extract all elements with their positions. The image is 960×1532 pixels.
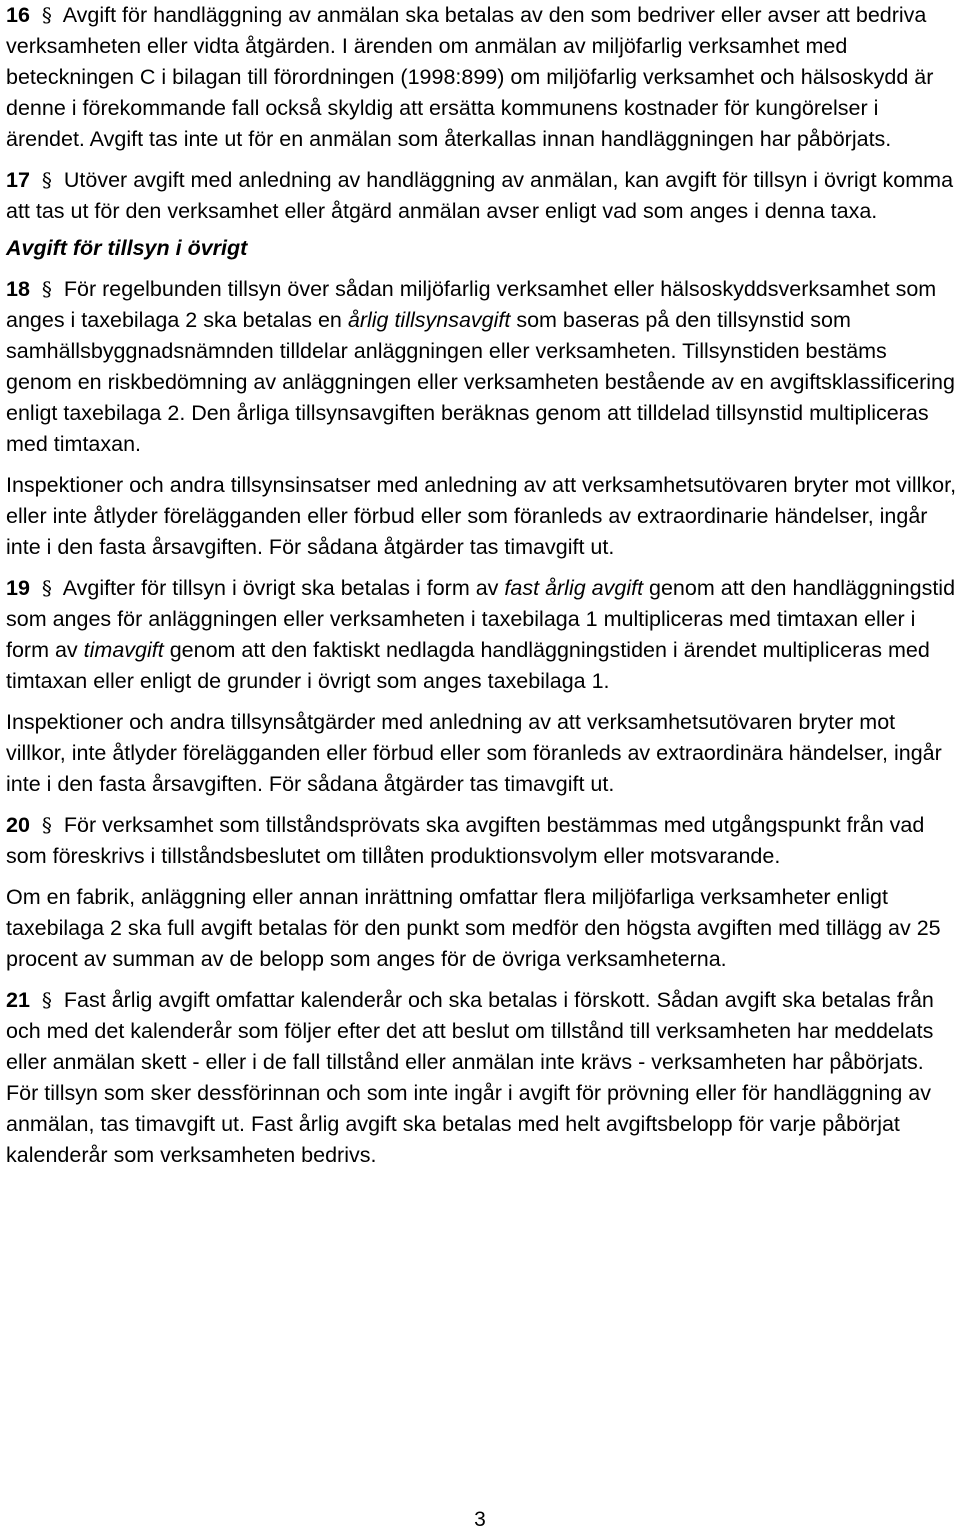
section-text: Utöver avgift med anledning av handläggning av anmälan, kan avgift för tillsyn i övrigt komma att tas ut för den verksamhet eller åtgärd anmälan avser enligt vad som anges i denna taxa. — [6, 168, 954, 223]
italic-term: årlig tillsynsavgift — [347, 308, 511, 332]
section-19-paragraph-2: Inspektioner och andra tillsynsåtgärder med anledning av att verksamhetsutövaren bryter mot villkor, inte åtlyder förelägganden eller förbud eller som föranleds av extraordinära händelser, ingår inte i den fasta årsavgiften. För sådana åtgärder tas timavgift ut. — [6, 710, 942, 796]
section-text: För verksamhet som tillståndsprövats ska avgiften bestämmas med utgångspunkt från vad som föreskrivs i tillståndsbeslutet om tillåten produktionsvolym eller motsvarande. — [6, 813, 925, 868]
section-text: För regelbunden tillsyn över sådan miljöfarlig verksamhet eller hälsoskyddsverksamhet som anges i taxebilaga 2 ska betalas en — [6, 277, 937, 332]
paragraph-sign-icon: § — [41, 277, 52, 301]
section-number: 19 — [6, 576, 30, 600]
document-page — [6, 0, 958, 1171]
section-text: som baseras på den tillsynstid som samhällsbyggnadsnämnden tilldelar anläggningen eller verksamheten. Tillsynstiden bestäms genom en riskbedömning av anläggningen eller verksamheten bestående av en avgiftsklassificering enligt taxebilaga 2. Den årliga tillsynsavgiften beräknas genom att tilldelad tillsynstid multipliceras med timtaxan. — [6, 308, 955, 456]
section-number: 21 — [6, 988, 30, 1012]
section-18-paragraph-2: Inspektioner och andra tillsynsinsatser med anledning av att verksamhetsutövaren bryter mot villkor, eller inte åtlyder förelägganden eller förbud eller som föranleds av extraordinarie händelser, ingår inte i den fasta årsavgiften. För sådana åtgärder tas timavgift ut. — [6, 473, 957, 559]
section-20-paragraph-2: Om en fabrik, anläggning eller annan inrättning omfattar flera miljöfarliga verksamheter enligt taxebilaga 2 ska full avgift betalas för den punkt som medför den högsta avgiften med tillägg av 25 procent av summan av de belopp som anges för de övriga verksamheterna. — [6, 885, 941, 971]
section-16 — [6, 0, 958, 155]
section-21 — [6, 985, 958, 1171]
heading-tillsyn: Avgift för tillsyn i övrigt — [6, 236, 248, 260]
section-17 — [6, 165, 958, 227]
paragraph-sign-icon: § — [41, 168, 52, 192]
section-19 — [6, 573, 958, 697]
section-text: Avgift för handläggning av anmälan ska betalas av den som bedriver eller avser att bedriva verksamheten eller vidta åtgärden. I ärenden om anmälan av miljöfarlig verksamhet med beteckningen C i bilagan till förordningen (1998:899) om miljöfarlig verksamhet och hälsoskydd är denne i förekommande fall också skyldig att ersätta kommunens kostnader för kungörelser i ärendet. Avgift tas inte ut för en anmälan som återkallas innan handläggningen har påbörjats. — [6, 3, 934, 151]
paragraph-sign-icon: § — [41, 3, 52, 27]
section-number: 20 — [6, 813, 30, 837]
section-number: 18 — [6, 277, 30, 301]
paragraph-sign-icon: § — [41, 813, 52, 837]
section-18 — [6, 274, 958, 460]
paragraph-sign-icon: § — [41, 988, 52, 1012]
section-number: 17 — [6, 168, 30, 192]
section-text: genom att den handläggningstid som anges för anläggningen eller verksamheten i taxebilaga 1 multipliceras med timtaxan eller i form av — [6, 576, 956, 662]
italic-term: timavgift — [83, 638, 164, 662]
italic-term: fast årlig avgift — [504, 576, 644, 600]
section-text: genom att den faktiskt nedlagda handläggningstiden i ärendet multipliceras med timtaxan eller enligt de grunder i övrigt som anges taxebilaga 1. — [6, 638, 930, 693]
section-text: Fast årlig avgift omfattar kalenderår och ska betalas i förskott. Sådan avgift ska betalas från och med det kalenderår som följer efter det att beslut om tillstånd till verksamheten har meddelats eller anmälan skett - eller i de fall tillstånd eller anmälan inte krävs - verksamheten har påbörjats. För tillsyn som sker dessförinnan och som inte ingår i avgift för prövning eller för handläggning av anmälan, tas timavgift ut. Fast årlig avgift ska betalas med helt avgiftsbelopp för varje påbörjat kalenderår som verksamheten bedrivs. — [6, 988, 934, 1167]
page-number: 3 — [474, 1508, 486, 1531]
section-number: 16 — [6, 3, 30, 27]
section-text: Avgifter för tillsyn i övrigt ska betalas i form av — [62, 576, 505, 600]
section-20 — [6, 810, 958, 872]
paragraph-sign-icon: § — [41, 576, 52, 600]
